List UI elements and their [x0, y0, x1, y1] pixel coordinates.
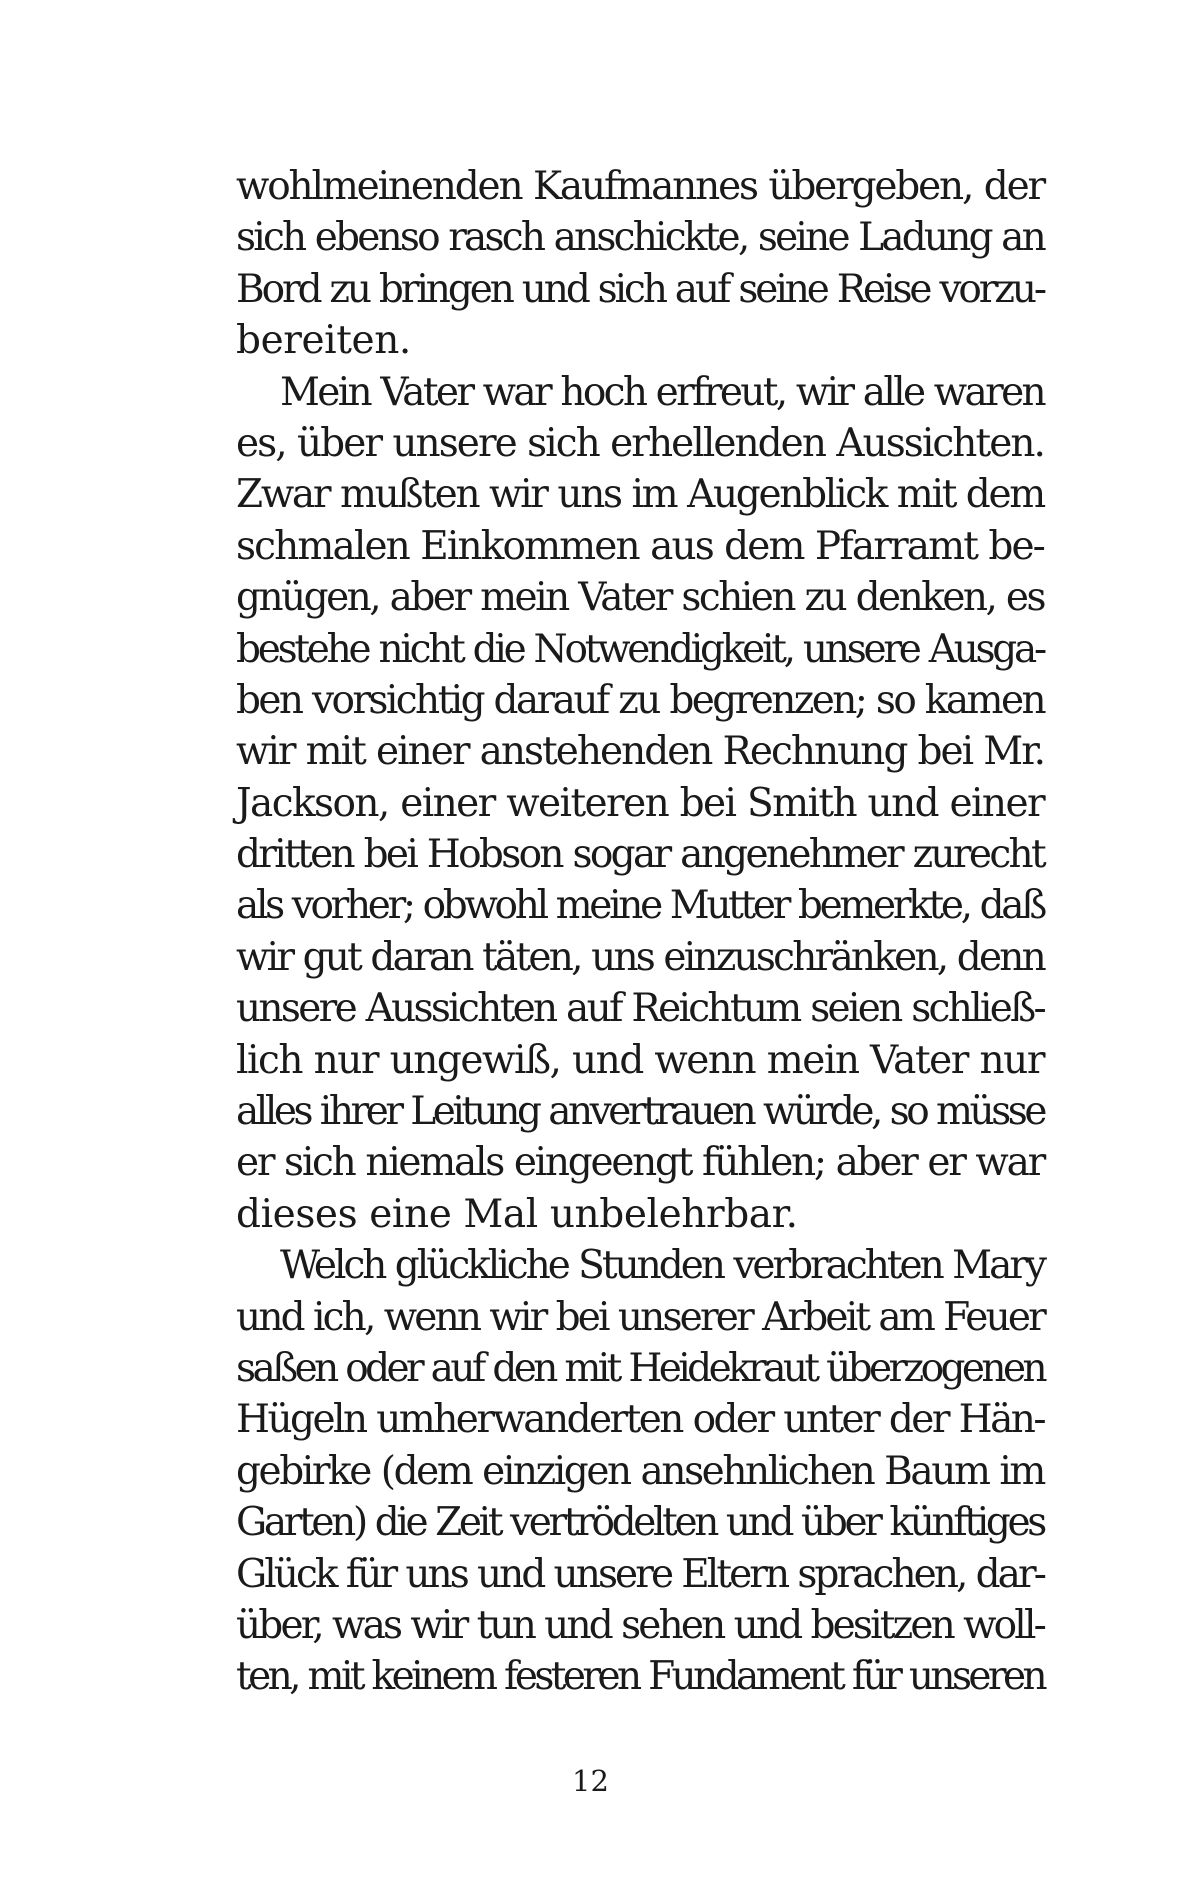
text-line: bestehe nicht die Notwendigkeit, unsere Ausga-: [236, 626, 1044, 672]
text-line: unsere Aussichten auf Reichtum seien schließ-: [236, 986, 1044, 1032]
text-line: Glück für uns und unsere Eltern sprachen, dar-: [236, 1551, 1044, 1597]
text-line: Welch glückliche Stunden verbrachten Mary: [280, 1243, 1044, 1289]
text-line: bereiten.: [236, 318, 411, 364]
text-line: lich nur ungewiß, und wenn mein Vater nur: [236, 1037, 1044, 1083]
text-line: Garten) die Zeit vertrödelten und über künftiges: [236, 1500, 1044, 1546]
text-line: über, was wir tun und sehen und besitzen woll-: [236, 1602, 1044, 1648]
text-line: Bord zu bringen und sich auf seine Reise vorzu-: [236, 266, 1044, 312]
text-line: ten, mit keinem festeren Fundament für unseren: [236, 1654, 1044, 1700]
text-line: Hügeln umherwanderten oder unter der Hän-: [236, 1397, 1044, 1443]
text-line: ben vorsichtig darauf zu begrenzen; so kamen: [236, 677, 1044, 723]
text-line: sich ebenso rasch anschickte, seine Ladung an: [236, 215, 1044, 261]
text-line: Zwar mußten wir uns im Augenblick mit dem: [236, 472, 1044, 518]
text-line: wir gut daran täten, uns einzuschränken, denn: [236, 934, 1044, 980]
text-line: wir mit einer anstehenden Rechnung bei Mr.: [236, 729, 1044, 775]
text-line: saßen oder auf den mit Heidekraut überzogenen: [236, 1345, 1044, 1391]
page-number: 12: [572, 1764, 609, 1798]
text-line: schmalen Einkommen aus dem Pfarramt be-: [236, 523, 1044, 569]
text-line: und ich, wenn wir bei unserer Arbeit am Feuer: [236, 1294, 1044, 1340]
text-line: als vorher; obwohl meine Mutter bemerkte, daß: [236, 883, 1044, 929]
text-line: es, über unsere sich erhellenden Aussichten.: [236, 420, 1044, 466]
text-line: Mein Vater war hoch erfreut, wir alle waren: [280, 369, 1044, 415]
text-line: wohlmeinenden Kaufmannes übergeben, der: [236, 164, 1044, 209]
text-line: gebirke (dem einzigen ansehnlichen Baum im: [236, 1448, 1044, 1494]
body-text: [236, 161, 1044, 1703]
text-line: dieses eine Mal unbelehrbar.: [236, 1191, 798, 1237]
text-line: alles ihrer Leitung anvertrauen würde, so müsse: [236, 1089, 1044, 1135]
text-line: gnügen, aber mein Vater schien zu denken, es: [236, 575, 1044, 621]
text-line: Jackson, einer weiteren bei Smith und einer: [236, 780, 1044, 826]
text-line: er sich niemals eingeengt fühlen; aber er war: [236, 1140, 1044, 1186]
text-line: dritten bei Hobson sogar angenehmer zurecht: [236, 832, 1044, 878]
